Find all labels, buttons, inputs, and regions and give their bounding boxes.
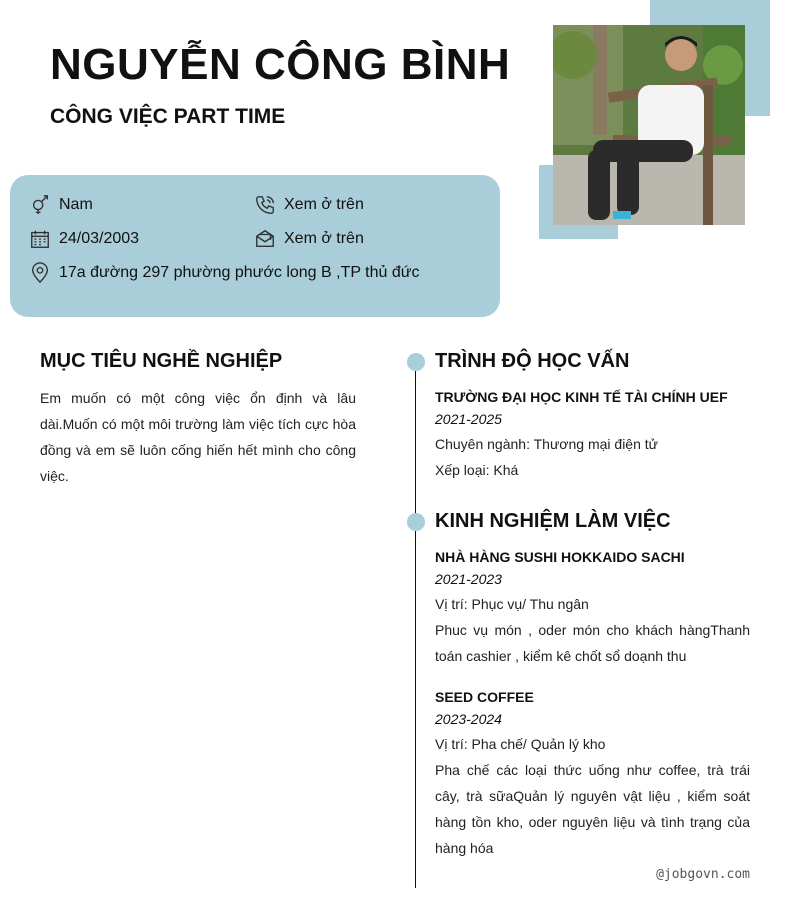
education-grade: Xếp loại: Khá <box>435 462 519 478</box>
calendar-icon <box>29 228 51 250</box>
location-pin-icon <box>29 262 51 284</box>
email-row <box>254 228 364 250</box>
phone-value: Xem ở trên <box>284 196 364 213</box>
birthday-row <box>29 228 139 250</box>
school-name: TRƯỜNG ĐẠI HỌC KINH TẾ TÀI CHÍNH UEF <box>435 389 728 405</box>
phone-icon <box>254 194 276 216</box>
job-description: Pha chế các loại thức uống như coffee, trà trái cây, trà sữaQuản lý nguyên vật liệu , kiểm soát hàng tồn kho, oder nguyên liệu và tình trạng của hàng hóa <box>435 762 750 856</box>
address-row <box>29 262 419 284</box>
mail-icon <box>254 228 276 250</box>
experience-section <box>435 510 750 861</box>
profile-photo <box>553 25 745 225</box>
education-dot <box>407 353 425 371</box>
timeline-line <box>415 360 416 888</box>
watermark: @jobgovn.com <box>656 867 750 882</box>
objective-title: MỤC TIÊU NGHỀ NGHIỆP <box>40 350 283 372</box>
job-description: Phuc vụ món , oder món cho khách hàngThanh toán cashier , kiểm kê chốt sổ doạnh thu <box>435 622 750 664</box>
education-major: Chuyên ngành: Thương mại điện tử <box>435 436 659 452</box>
job-position: Vị trí: Phục vụ/ Thu ngân <box>435 596 589 612</box>
objective-text: Em muốn có một công việc ổn định và lâu dài.Muốn có một môi trường làm việc tích cực hòa đồng và em sẽ luôn cống hiến hết mình cho công việc. <box>40 390 356 484</box>
experience-title: KINH NGHIỆM LÀM VIỆC <box>435 510 671 532</box>
gender-row <box>29 194 93 216</box>
job-title: CÔNG VIỆC PART TIME <box>50 105 286 128</box>
education-title: TRÌNH ĐỘ HỌC VẤN <box>435 350 630 372</box>
email-value: Xem ở trên <box>284 230 364 247</box>
address-value: 17a đường 297 phường phước long B ,TP thủ đức <box>59 264 420 281</box>
job-position: Vị trí: Pha chế/ Quản lý kho <box>435 736 606 752</box>
experience-dot <box>407 513 425 531</box>
job-entry <box>435 689 750 861</box>
education-section <box>435 350 750 479</box>
candidate-name: NGUYỄN CÔNG BÌNH <box>50 40 511 89</box>
job-company: NHÀ HÀNG SUSHI HOKKAIDO SACHI <box>435 549 685 565</box>
phone-row <box>254 194 364 216</box>
job-period: 2021-2023 <box>435 571 502 587</box>
birthday-value: 24/03/2003 <box>59 230 140 247</box>
gender-value: Nam <box>59 196 93 213</box>
education-period: 2021-2025 <box>435 411 502 427</box>
job-company: SEED COFFEE <box>435 689 534 705</box>
job-period: 2023-2024 <box>435 711 502 727</box>
job-entry <box>435 549 750 669</box>
gender-icon <box>29 194 51 216</box>
objective-section <box>40 350 356 489</box>
